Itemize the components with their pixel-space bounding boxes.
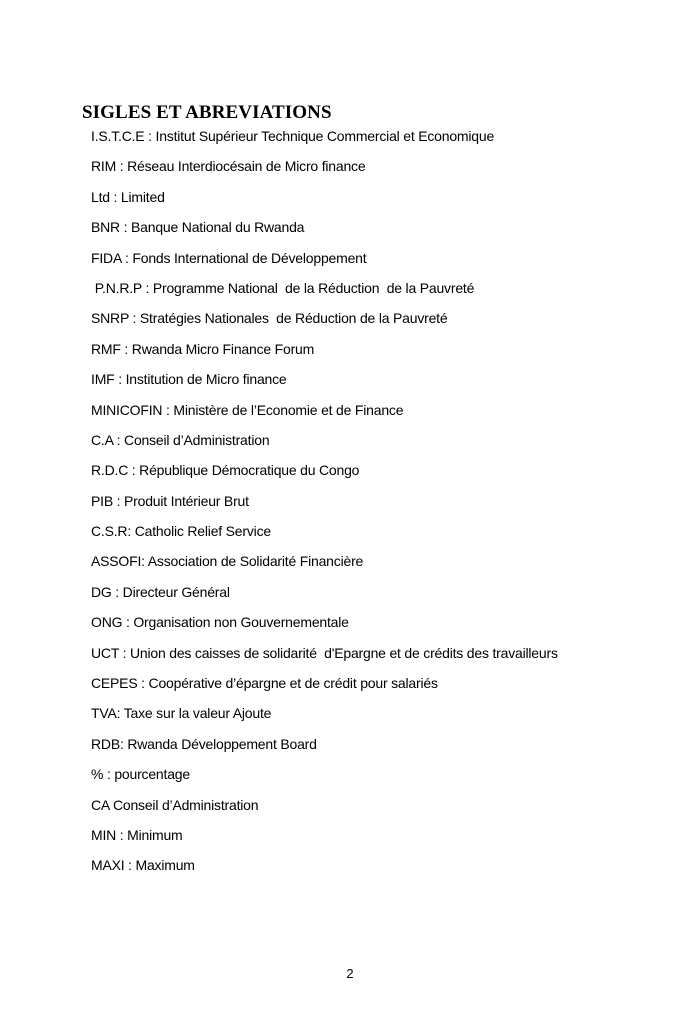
section-heading: SIGLES ET ABREVIATIONS	[82, 102, 332, 123]
abbreviation-text: ONG : Organisation non Gouvernementale	[91, 614, 349, 631]
abbreviation-list	[91, 125, 558, 885]
abbreviation-text: MIN : Minimum	[91, 826, 183, 843]
abbreviation-text: DG : Directeur Général	[91, 583, 230, 600]
abbreviation-text: CEPES : Coopérative d’épargne et de crédit pour salariés	[91, 675, 438, 692]
abbreviation-text: IMF : Institution de Micro finance	[91, 371, 287, 388]
abbreviation-item	[91, 854, 558, 884]
abbreviation-text: MAXI : Maximum	[91, 857, 195, 874]
page-number: 2	[346, 966, 354, 981]
abbreviation-text: RDB: Rwanda Développement Board	[91, 735, 317, 752]
abbreviation-item	[91, 642, 558, 672]
abbreviation-text: TVA: Taxe sur la valeur Ajoute	[91, 705, 272, 722]
abbreviation-item	[91, 550, 558, 580]
abbreviation-text: C.A : Conseil d’Administration	[91, 431, 270, 448]
abbreviation-text: ASSOFI: Association de Solidarité Financière	[91, 553, 364, 570]
abbreviation-item	[91, 824, 558, 854]
abbreviation-text: % : pourcentage	[91, 766, 190, 783]
abbreviation-item	[91, 399, 558, 429]
abbreviation-item	[91, 611, 558, 641]
abbreviation-text: UCT : Union des caisses de solidarité d'Epargne et de crédits des travailleurs	[91, 644, 558, 661]
abbreviation-item	[91, 307, 558, 337]
abbreviation-item	[91, 186, 558, 216]
abbreviation-item	[91, 490, 558, 520]
abbreviation-text: FIDA : Fonds International de Développement	[91, 249, 367, 266]
abbreviation-text: BNR : Banque National du Rwanda	[91, 219, 305, 236]
abbreviation-item	[91, 429, 558, 459]
abbreviation-text: Ltd : Limited	[91, 188, 165, 205]
abbreviation-text: SNRP : Stratégies Nationales de Réduction de la Pauvreté	[91, 310, 448, 327]
abbreviation-item	[91, 216, 558, 246]
abbreviation-item	[91, 794, 558, 824]
abbreviation-text: I.S.T.C.E : Institut Supérieur Technique Commercial et Economique	[91, 128, 495, 144]
abbreviation-item	[91, 155, 558, 185]
abbreviation-item	[91, 247, 558, 277]
abbreviation-item	[91, 581, 558, 611]
abbreviation-text: R.D.C : République Démocratique du Congo	[91, 462, 360, 479]
abbreviation-item	[91, 368, 558, 398]
abbreviation-text: RIM : Réseau Interdiocésain de Micro finance	[91, 158, 366, 175]
abbreviation-text: RMF : Rwanda Micro Finance Forum	[91, 340, 315, 357]
abbreviation-item	[91, 763, 558, 793]
abbreviation-text: CA Conseil d’Administration	[91, 796, 259, 813]
abbreviation-text: PIB : Produit Intérieur Brut	[91, 492, 249, 509]
abbreviation-item	[91, 125, 558, 155]
abbreviation-item	[91, 520, 558, 550]
abbreviation-text: C.S.R: Catholic Relief Service	[91, 523, 271, 540]
abbreviation-item	[91, 459, 558, 489]
abbreviation-item	[91, 702, 558, 732]
abbreviation-item	[91, 338, 558, 368]
abbreviation-item	[91, 277, 558, 307]
abbreviation-item	[91, 672, 558, 702]
abbreviation-text: P.N.R.P : Programme National de la Réduction de la Pauvreté	[91, 279, 475, 296]
abbreviation-text: MINICOFIN : Ministère de l’Economie et de Finance	[91, 401, 404, 418]
abbreviation-item	[91, 733, 558, 763]
